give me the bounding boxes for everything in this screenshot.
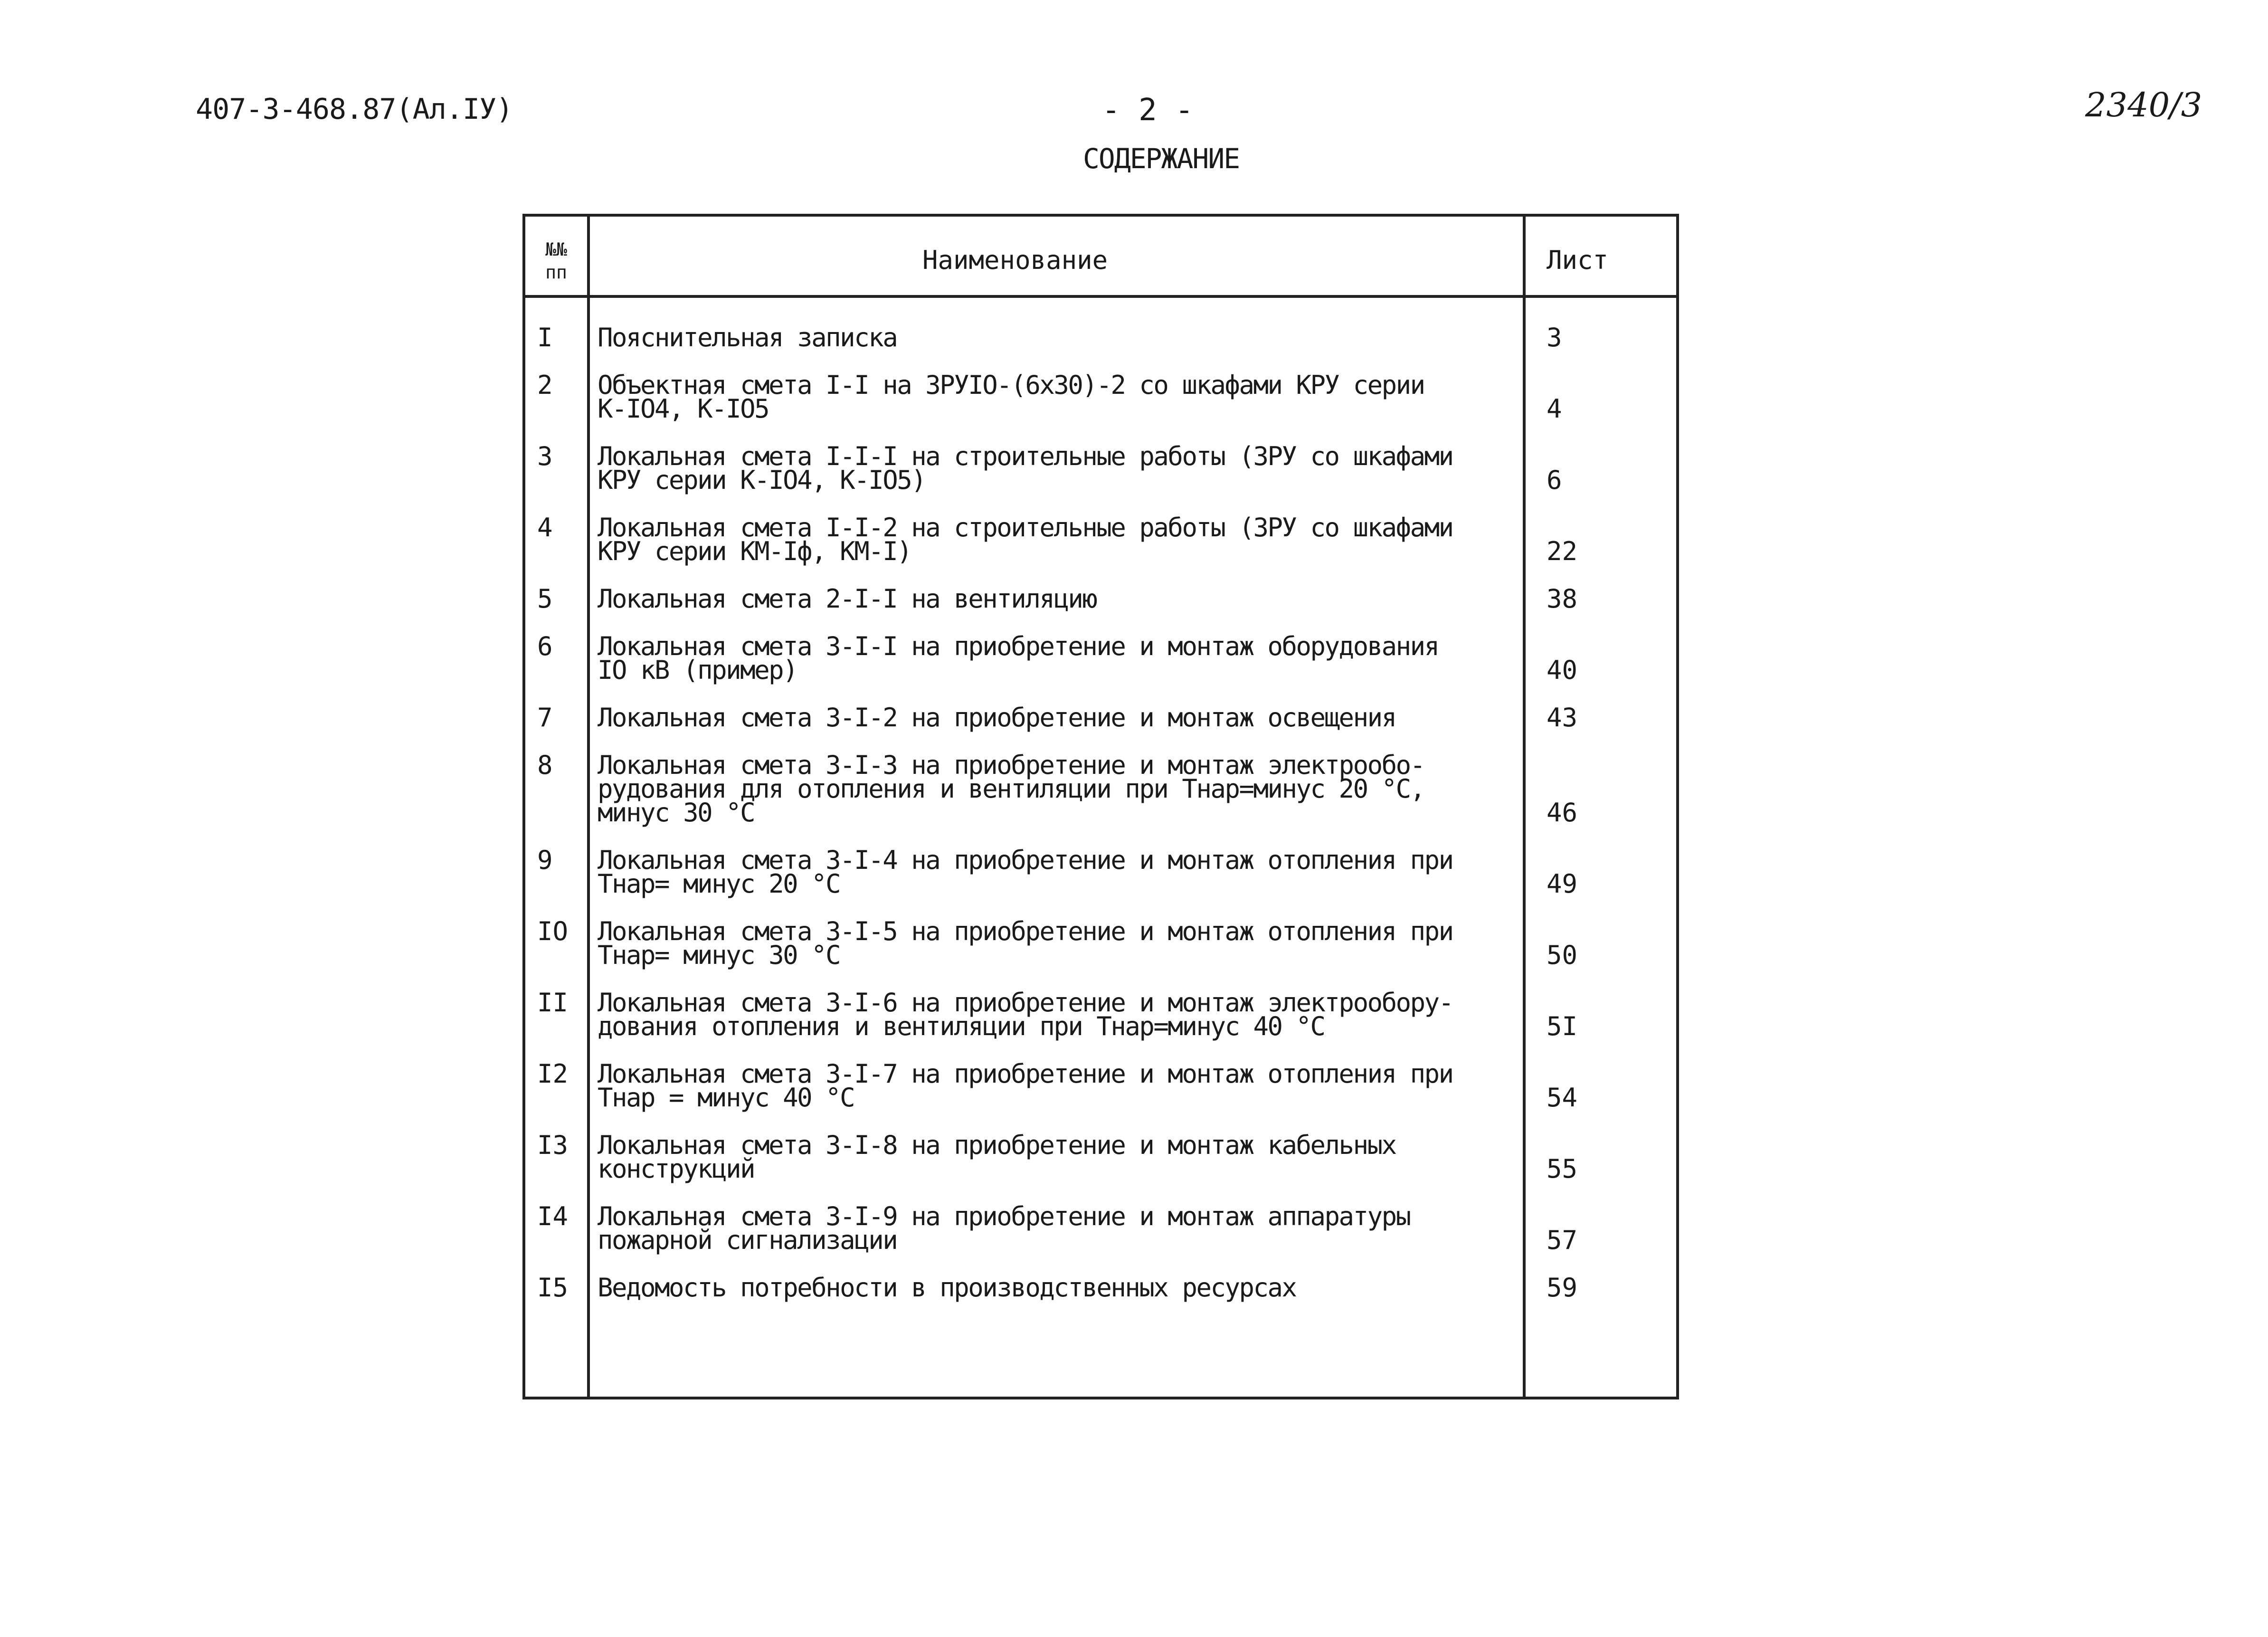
row-name: Локальная смета I-I-2 на строительные работы (ЗРУ со шкафами КРУ серии КМ-Iф, КМ-I) [598, 513, 1453, 566]
column-divider [1523, 217, 1526, 1397]
row-number: 9 [537, 845, 553, 875]
row-sheet: 55 [1547, 1154, 1578, 1184]
row-number: 6 [537, 631, 553, 661]
row-sheet: 57 [1547, 1225, 1578, 1255]
row-sheet: 3 [1547, 323, 1562, 352]
header-number: №№ пп [545, 239, 567, 283]
row-name: Локальная смета 3-I-4 на приобретение и монтаж отопления при Тнар= минус 20 °С [598, 845, 1453, 899]
row-sheet: 5I [1547, 1011, 1578, 1041]
row-number: 2 [537, 370, 553, 400]
column-divider [587, 217, 590, 1397]
document-code: 407-3-468.87(Ал.IУ) [196, 93, 513, 126]
page-title: СОДЕРЖАНИЕ [1083, 143, 1240, 175]
row-name: Локальная смета 3-I-9 на приобретение и монтаж аппаратуры пожарной сигнализации [598, 1201, 1410, 1255]
row-number: 3 [537, 441, 553, 471]
row-sheet: 46 [1547, 798, 1578, 828]
row-sheet: 59 [1547, 1273, 1578, 1303]
header-name: Наименование [922, 245, 1108, 275]
row-number: I2 [537, 1059, 569, 1089]
row-sheet: 6 [1547, 465, 1562, 495]
row-number: II [537, 988, 569, 1018]
row-name: Локальная смета 3-I-2 на приобретение и монтаж освещения [598, 703, 1396, 733]
row-sheet: 49 [1547, 869, 1578, 899]
row-name: Пояснительная записка [598, 323, 897, 352]
row-name: Локальная смета 3-I-6 на приобретение и монтаж электрообору- дования отопления и вентиляции при Тнар=минус 40 °С [598, 988, 1453, 1041]
row-name: Локальная смета I-I-I на строительные работы (ЗРУ со шкафами КРУ серии К-IО4, К-IО5) [598, 441, 1453, 495]
row-name: Локальная смета 3-I-5 на приобретение и монтаж отопления при Тнар= минус 30 °С [598, 916, 1453, 970]
row-number: IО [537, 916, 569, 946]
row-number: 4 [537, 513, 553, 542]
row-name: Ведомость потребности в производственных ресурсах [598, 1273, 1296, 1303]
row-sheet: 50 [1547, 940, 1578, 970]
row-number: 7 [537, 703, 553, 733]
row-name: Локальная смета 2-I-I на вентиляцию [598, 584, 1097, 614]
row-number: I5 [537, 1273, 569, 1303]
header-sheet: Лист [1547, 245, 1609, 275]
row-name: Локальная смета 3-I-I на приобретение и монтаж оборудования IО кВ (пример) [598, 631, 1439, 685]
row-number: I3 [537, 1130, 569, 1160]
row-sheet: 40 [1547, 655, 1578, 685]
row-name: Локальная смета 3-I-3 на приобретение и монтаж электрообо- рудования для отопления и вентиляции при Тнар=минус 20 °С, минус 30 °С [598, 750, 1424, 828]
row-sheet: 43 [1547, 703, 1578, 733]
page-number: - 2 - [1102, 93, 1194, 128]
row-sheet: 4 [1547, 394, 1562, 424]
row-number: I4 [537, 1201, 569, 1231]
row-sheet: 38 [1547, 584, 1578, 614]
row-name: Локальная смета 3-I-7 на приобретение и монтаж отопления при Тнар = минус 40 °С [598, 1059, 1453, 1113]
header-divider [525, 295, 1676, 298]
row-sheet: 22 [1547, 536, 1578, 566]
row-name: Объектная смета I-I на ЗРУIО-(6х30)-2 со шкафами КРУ серии К-IО4, К-IО5 [598, 370, 1424, 424]
row-number: 8 [537, 750, 553, 780]
handwritten-stamp: 2340/3 [2085, 86, 2202, 124]
row-name: Локальная смета 3-I-8 на приобретение и монтаж кабельных конструкций [598, 1130, 1396, 1184]
contents-table [522, 214, 1679, 1399]
row-sheet: 54 [1547, 1083, 1578, 1113]
row-number: 5 [537, 584, 553, 614]
row-number: I [537, 323, 553, 352]
